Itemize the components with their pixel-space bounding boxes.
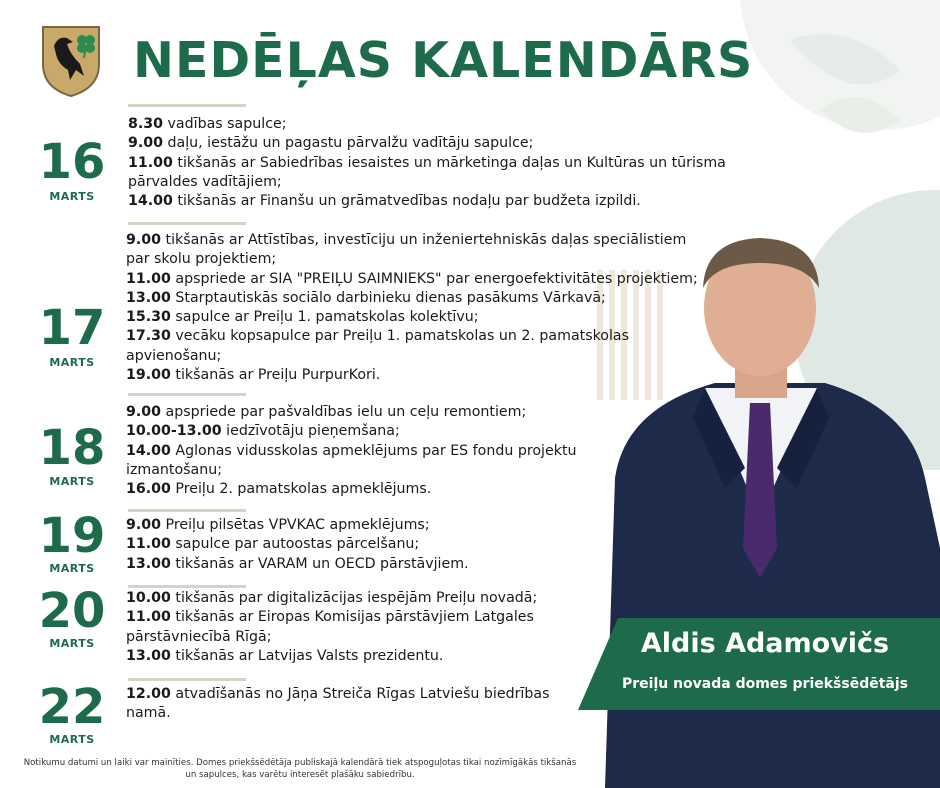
event-text: iedzīvotāju pieņemšana;: [221, 423, 400, 440]
event-item: [126, 647, 566, 666]
event-time: 8.30: [128, 116, 164, 132]
day-events: [126, 516, 596, 574]
event-text: Starptautiskās sociālo darbinieku dienas pasākums Vārkavā;: [170, 289, 606, 306]
event-time: 14.00: [128, 193, 173, 210]
person-role: Preiļu novada domes priekšsēdētājs: [621, 676, 908, 692]
event-item: [126, 403, 596, 422]
event-item: [126, 422, 596, 441]
event-text: tikšanās ar Latvijas Valsts prezidentu.: [170, 647, 444, 664]
event-item: [126, 516, 596, 535]
event-text: tikšanās par digitalizācijas iespējām Preiļu novadā;: [170, 590, 538, 606]
event-item: [128, 154, 738, 193]
event-item: [126, 535, 596, 554]
separator: [128, 509, 246, 512]
day-number: 18: [38, 420, 106, 476]
event-time: 17.30: [126, 328, 171, 345]
event-text: Aglonas vidusskolas apmeklējums par ES fondu projektu izmantošanu;: [126, 442, 577, 478]
day-number: 17: [38, 300, 106, 356]
event-text: apspriede par pašvaldības ielu un ceļu remontiem;: [161, 404, 527, 420]
event-text: tikšanās ar Sabiedrības iesaistes un mārketinga daļas un Kultūras un tūrisma pārvaldes vadītājiem;: [128, 154, 726, 190]
event-time: 15.30: [126, 309, 171, 326]
event-text: daļu, iestāžu un pagastu pārvalžu vadītāju sapulce;: [163, 135, 534, 152]
event-time: 11.00: [128, 154, 173, 171]
day-month: MARTS: [49, 637, 95, 650]
disclaimer-note: Notikumu datumi un laiki var mainīties. Domes priekšsēdētāja publiskajā kalendārā tiek atspoguļotas tikai nozīmīgākās tikšanās un sapulces, kas varētu interesēt plašāku sabiedrību.: [23, 758, 577, 780]
day-month: MARTS: [49, 190, 95, 203]
separator: [128, 585, 246, 588]
event-text: sapulce ar Preiļu 1. pamatskolas kolektīvu;: [170, 309, 479, 326]
day-events: [126, 685, 576, 724]
event-text: tikšanās ar VARAM un OECD pārstāvjiem.: [170, 555, 469, 572]
event-text: tikšanās ar Finanšu un grāmatvedības nodaļu par budžeta izpildi.: [172, 193, 641, 210]
event-text: Preiļu pilsētas VPVKAC apmeklējums;: [161, 517, 430, 533]
day-number: 16: [38, 134, 106, 190]
event-item: [128, 115, 738, 134]
event-text: Preiļu 2. pamatskolas apmeklējums.: [170, 481, 432, 498]
event-time: 12.00: [126, 686, 171, 702]
event-time: 9.00: [126, 517, 162, 533]
event-text: tikšanās ar Attīstības, investīciju un inženiertehniskās daļas speciālistiem par skolu projektiem;: [126, 232, 687, 268]
event-item: [126, 480, 596, 499]
day-number: 22: [38, 679, 106, 735]
event-time: 11.00: [126, 536, 171, 553]
crow-clover-coat-of-arms-icon: [40, 24, 102, 98]
event-item: [128, 134, 738, 153]
page-title: NEDĒĻAS KALENDĀRS: [133, 32, 754, 89]
event-text: tikšanās ar Preiļu PurpurKori.: [170, 367, 381, 384]
day-number: 19: [38, 508, 106, 564]
event-item: [126, 442, 596, 481]
day-events: [126, 589, 566, 666]
event-text: vecāku kopsapulce par Preiļu 1. pamatskolas un 2. pamatskolas apvienošanu;: [126, 328, 630, 364]
event-text: tikšanās ar Eiropas Komisijas pārstāvjiem Latgales pārstāvniecībā Rīgā;: [126, 609, 534, 645]
event-text: sapulce par autoostas pārcelšanu;: [170, 536, 420, 553]
event-item: [126, 555, 596, 574]
separator: [128, 222, 246, 225]
event-time: 13.00: [126, 555, 171, 572]
event-time: 16.00: [126, 481, 171, 498]
day-month: MARTS: [49, 356, 95, 369]
event-time: 19.00: [126, 367, 171, 384]
event-text: apspriede ar SIA "PREIĻU SAIMNIEKS" par energoefektivitātes projektiem;: [170, 270, 698, 287]
event-item: [126, 685, 576, 724]
event-time: 13.00: [126, 289, 171, 306]
day-number: 20: [38, 583, 106, 639]
event-time: 9.00: [128, 135, 164, 152]
event-time: 10.00: [126, 590, 171, 606]
event-time: 10.00-13.00: [126, 423, 222, 440]
day-events: [126, 403, 596, 499]
event-time: 9.00: [126, 404, 162, 420]
day-events: [128, 115, 738, 211]
event-text: atvadīšanās no Jāņa Streiča Rīgas Latviešu biedrības namā.: [126, 686, 550, 722]
event-time: 11.00: [126, 270, 171, 287]
person-name: Aldis Adamovičs: [640, 628, 890, 659]
separator: [128, 104, 246, 107]
separator: [128, 393, 246, 396]
event-time: 11.00: [126, 609, 171, 626]
day-month: MARTS: [49, 475, 95, 488]
event-time: 14.00: [126, 442, 171, 459]
event-text: vadības sapulce;: [163, 116, 287, 132]
day-month: MARTS: [49, 562, 95, 575]
event-time: 13.00: [126, 647, 171, 664]
event-item: [126, 589, 566, 608]
event-item: [126, 608, 566, 647]
event-time: 9.00: [126, 232, 162, 248]
event-item: [128, 192, 738, 211]
separator: [128, 678, 246, 681]
day-month: MARTS: [49, 733, 95, 746]
